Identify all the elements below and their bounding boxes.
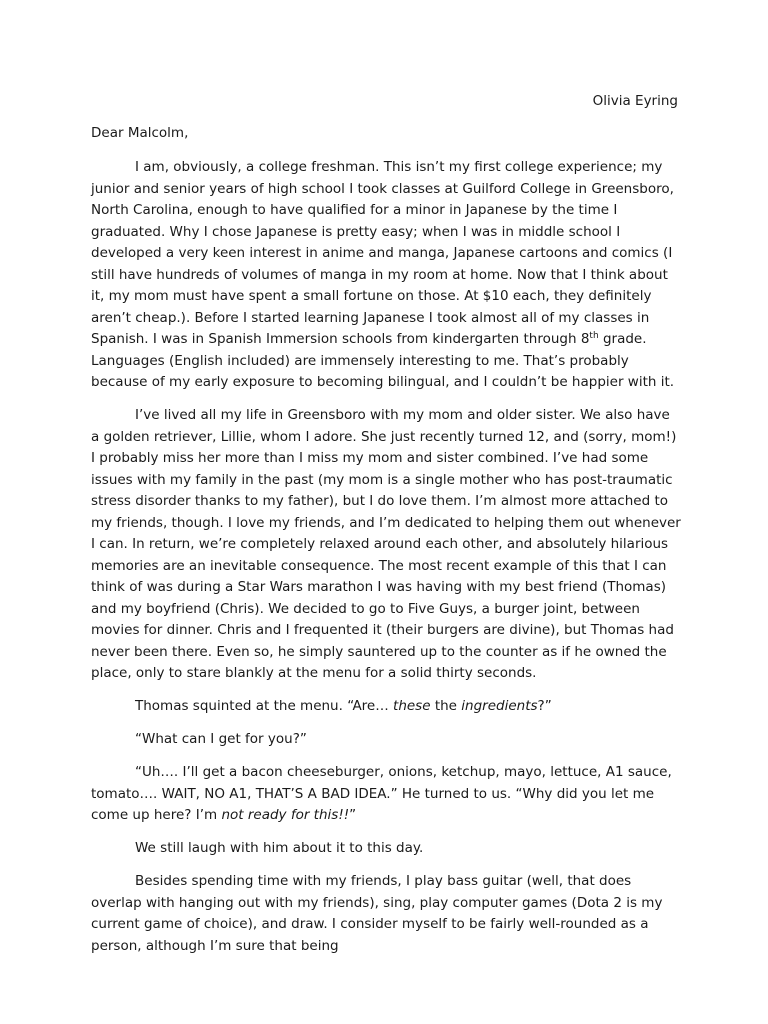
paragraph-2: I’ve lived all my life in Greensboro with my mom and older sister. We also have a golden retriever, Lillie, whom I adore. She just recently turned 12, and (sorry, mom!) I probably miss her more than I miss my mom and sister combined. I’ve had some issues with my family in the past (my mom is a single mother who has post-traumatic stress disorder thanks to my father), but I do love them. I’m almost more attached to my friends, though. I love my friends, and I’m dedicated to helping them out whenever I can. In return, we’re completely relaxed around each other, and absolutely hilarious memories are an inevitable consequence. The most recent example of this that I can think of was during a Star Wars marathon I was having with my best friend (Thomas) and my boyfriend (Chris). We decided to go to Five Guys, a burger joint, between movies for dinner. Chris and I frequented it (their burgers are divine), but Thomas had never been there. Even so, he simply sauntered up to the counter as if he owned the place, only to stare blankly at the menu for a solid thirty seconds. xyxy=(91,407,681,681)
author-name: Olivia Eyring xyxy=(592,93,678,109)
paragraph-6: We still laugh with him about it to this day. xyxy=(135,840,424,856)
p3-italic-these: these xyxy=(393,698,431,714)
paragraph-1-text-b: grade. Languages (English included) are immensely interesting to me. That’s probably because of my early exposure to becoming bilingual, and I couldn’t be happier with it. xyxy=(91,331,675,390)
p5-italic: not ready for this!! xyxy=(221,807,350,823)
paragraph-3 xyxy=(91,696,681,718)
paragraph-7: Besides spending time with my friends, I play bass guitar (well, that does overlap with hanging out with my friends), sing, play computer games (Dota 2 is my current game of choice), and draw. I consider myself to be fairly well-rounded as a person, although I’m sure that being xyxy=(91,873,663,954)
p3-part-a: Thomas squinted at the menu. “Are… xyxy=(135,698,394,714)
p3-part-e: ?” xyxy=(537,698,552,714)
letter-body xyxy=(91,157,681,969)
paragraph-4: “What can I get for you?” xyxy=(135,731,307,747)
p5-part-c: ” xyxy=(349,807,357,823)
p5-part-a: “Uh…. I’ll get a bacon cheeseburger, onions, ketchup, mayo, lettuce, A1 sauce, tomato…. WAIT, NO A1, THAT’S A BAD IDEA.” He turned to us. “Why did you let me come up here? I’m xyxy=(91,764,672,823)
ordinal-suffix: th xyxy=(589,331,599,341)
salutation: Dear Malcolm, xyxy=(91,125,189,141)
paragraph-1-text-a: I am, obviously, a college freshman. This isn’t my first college experience; my junior and senior years of high school I took classes at Guilford College in Greensboro, North Carolina, enough to have qualified for a minor in Japanese by the time I graduated. Why I chose Japanese is pretty easy; when I was in middle school I developed a very keen interest in anime and manga, Japanese cartoons and comics (I still have hundreds of volumes of manga in my room at home. Now that I think about it, my mom must have spent a small fortune on those. At $10 each, they definitely aren’t cheap.). Before I started learning Japanese I took almost all of my classes in Spanish. I was in Spanish Immersion schools from kindergarten through 8 xyxy=(91,159,674,347)
paragraph-1 xyxy=(91,157,681,394)
p3-part-c: the xyxy=(430,698,462,714)
p3-italic-ingredients: ingredients xyxy=(461,698,538,714)
paragraph-5 xyxy=(91,762,681,827)
